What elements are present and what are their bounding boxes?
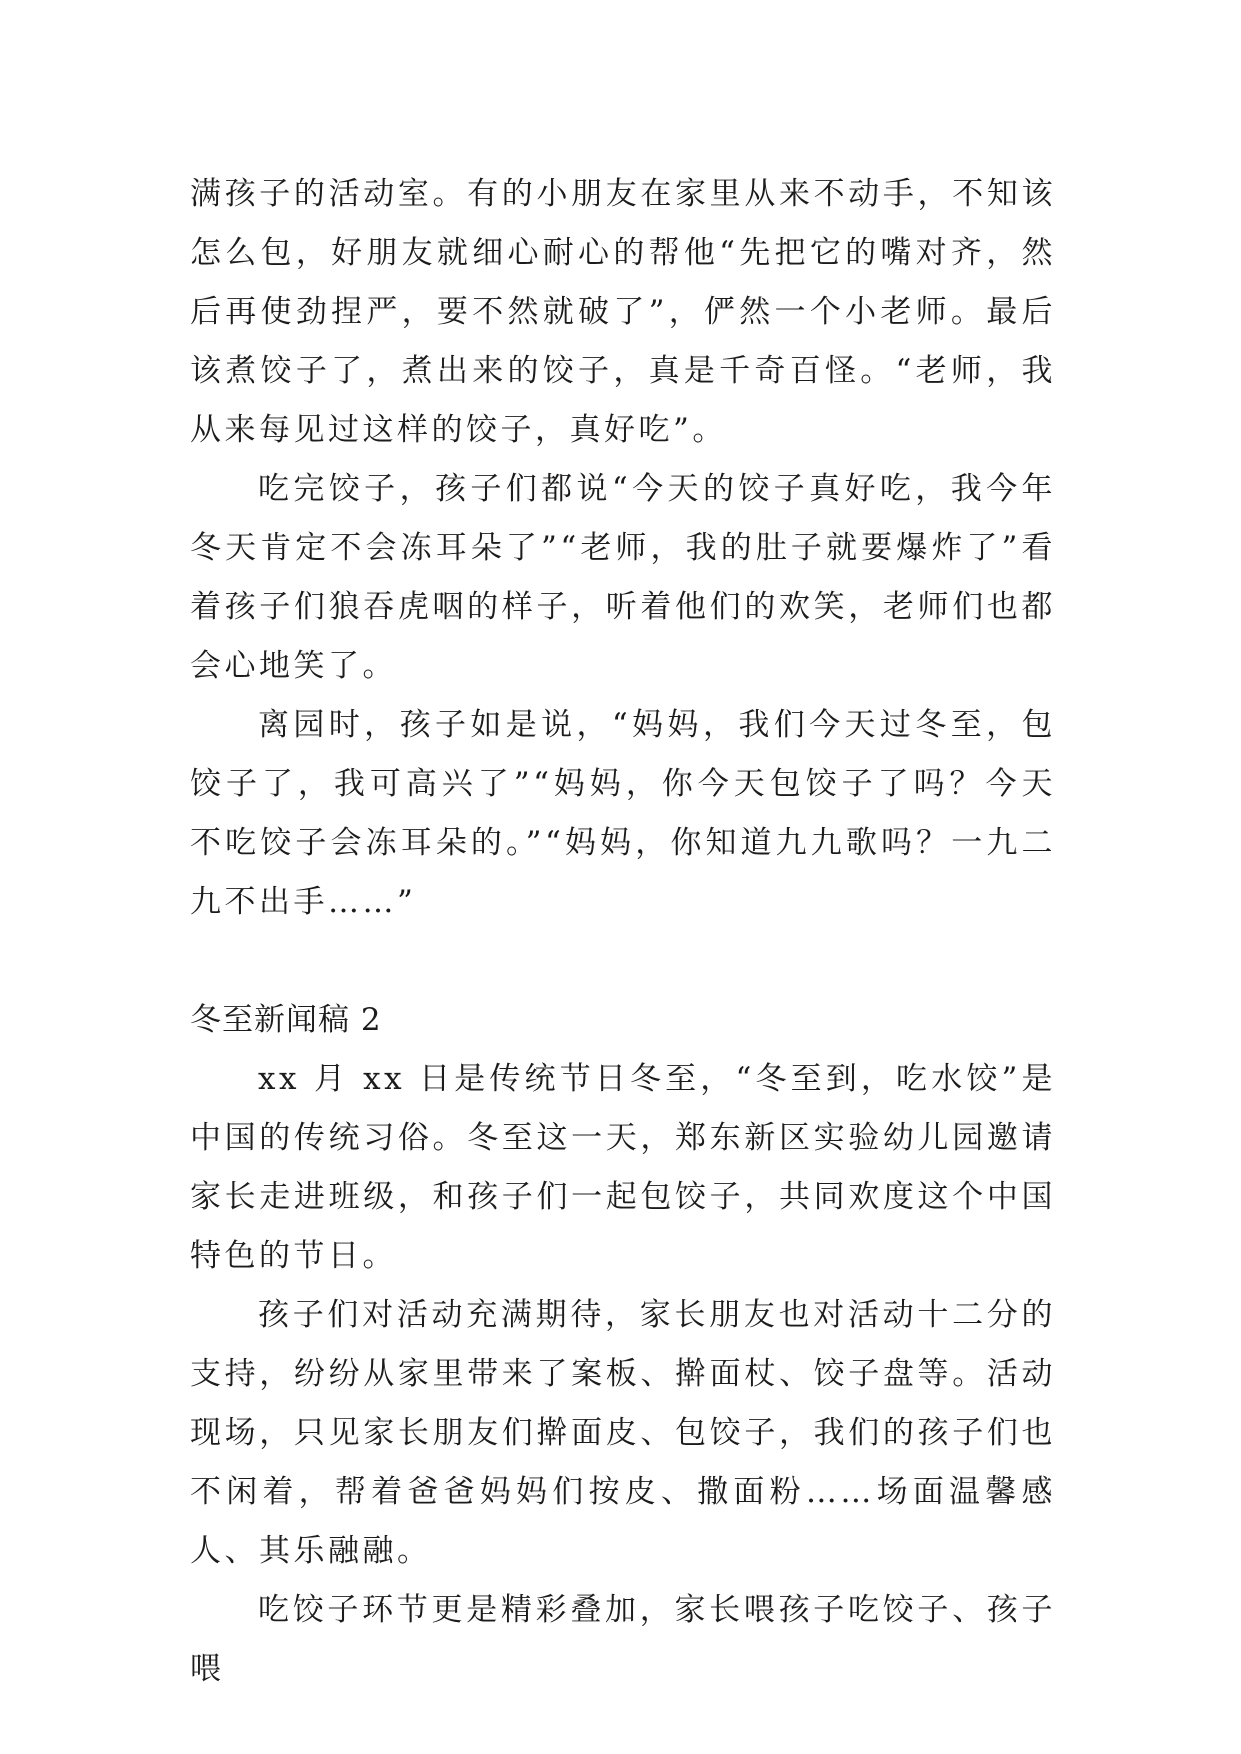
document-body xyxy=(190,165,1056,1699)
section-title: 冬至新闻稿 2 xyxy=(190,1002,382,1038)
paragraph: 孩子们对活动充满期待，家长朋友也对活动十二分的支持，纷纷从家里带来了案板、擀面杖、饺子盘等。活动现场，只见家长朋友们擀面皮、包饺子，我们的孩子们也不闲着，帮着爸爸妈妈们按皮、撒面粉……场面温馨感人、其乐融融。 xyxy=(190,1297,1056,1569)
section-spacer xyxy=(190,932,1056,991)
paragraph: xx 月 xx 日是传统节日冬至，“冬至到，吃水饺”是中国的传统习俗。冬至这一天，郑东新区实验幼儿园邀请家长走进班级，和孩子们一起包饺子，共同欢度这个中国特色的节日。 xyxy=(190,1061,1056,1274)
paragraph: 离园时，孩子如是说，“妈妈，我们今天过冬至，包饺子了，我可高兴了”“妈妈，你今天包饺子了吗？今天不吃饺子会冻耳朵的。”“妈妈，你知道九九歌吗？一九二九不出手……” xyxy=(190,707,1056,920)
paragraph: 吃饺子环节更是精彩叠加，家长喂孩子吃饺子、孩子喂 xyxy=(190,1592,1056,1687)
paragraph-continued: 满孩子的活动室。有的小朋友在家里从来不动手，不知该怎么包，好朋友就细心耐心的帮他“先把它的嘴对齐，然后再使劲捏严，要不然就破了”，俨然一个小老师。最后该煮饺子了，煮出来的饺子，真是千奇百怪。“老师，我从来每见过这样的饺子，真好吃”。 xyxy=(190,176,1056,448)
paragraph: 吃完饺子，孩子们都说“今天的饺子真好吃，我今年冬天肯定不会冻耳朵了”“老师，我的肚子就要爆炸了”看着孩子们狼吞虎咽的样子，听着他们的欢笑，老师们也都会心地笑了。 xyxy=(190,471,1056,684)
